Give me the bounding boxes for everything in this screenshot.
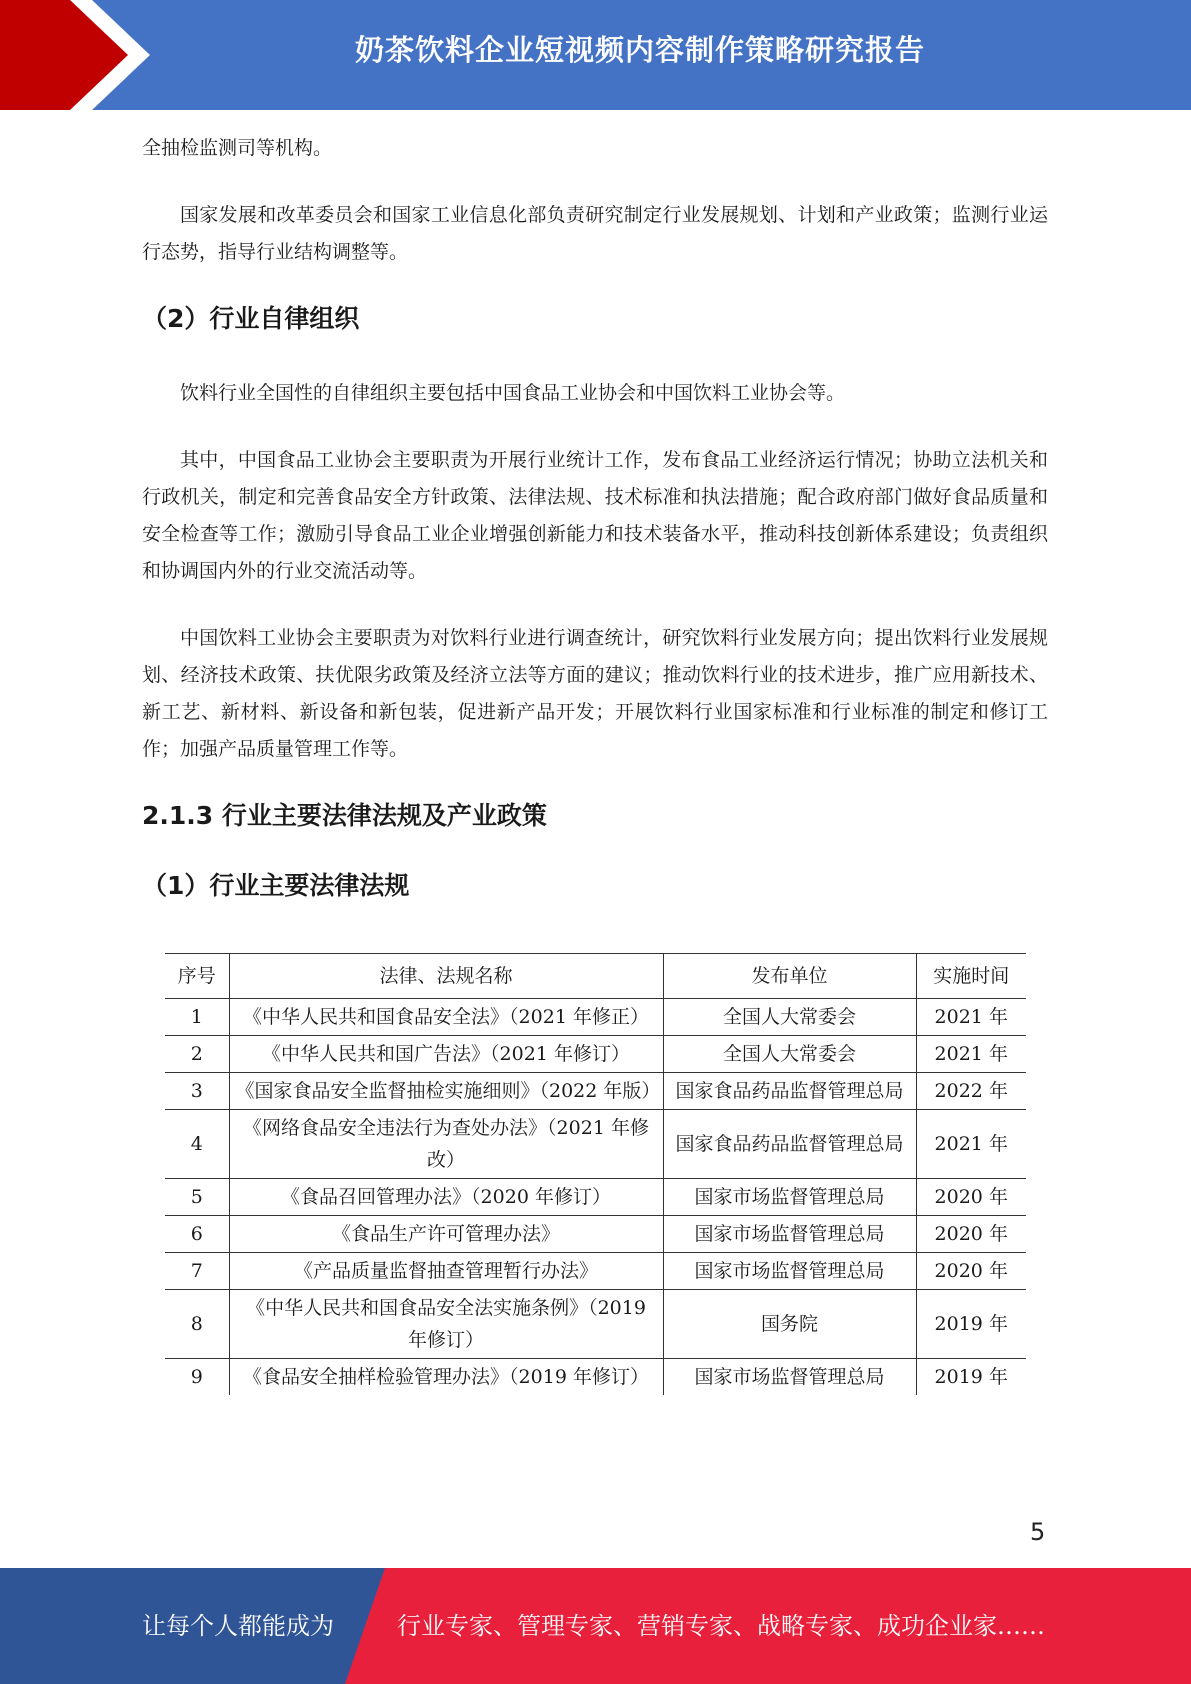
heading-main-laws: （1）行业主要法律法规 bbox=[142, 871, 410, 900]
header-cell-law-name: 法律、法规名称 bbox=[229, 954, 663, 999]
cell-effective-date: 2020 年 bbox=[916, 1179, 1026, 1216]
cell-index: 2 bbox=[165, 1036, 229, 1073]
cell-issuer: 全国人大常委会 bbox=[663, 999, 916, 1036]
cell-index: 7 bbox=[165, 1253, 229, 1290]
paragraph-2: 国家发展和改革委员会和国家工业信息化部负责研究制定行业发展规划、计划和产业政策；监测行业运行态势，指导行业结构调整等。 bbox=[142, 204, 1048, 263]
section-heading-2-1-3: 2.1.3 行业主要法律法规及产业政策 bbox=[142, 801, 547, 830]
cell-law-name: 《食品生产许可管理办法》 bbox=[229, 1216, 663, 1253]
table-row bbox=[165, 1073, 1026, 1110]
paragraph-5: 中国饮料工业协会主要职责为对饮料行业进行调查统计，研究饮料行业发展方向；提出饮料行业发展规划、经济技术政策、扶优限劣政策及经济立法等方面的建议；推动饮料行业的技术进步，推广应用新技术、新工艺、新材料、新设备和新包装，促进新产品开发；开展饮料行业国家标准和行业标准的制定和修订工作；加强产品质量管理工作等。 bbox=[142, 627, 1048, 760]
laws-table bbox=[165, 953, 1026, 1395]
cell-issuer: 国家市场监督管理总局 bbox=[663, 1359, 916, 1396]
header-cell-issuer: 发布单位 bbox=[663, 954, 916, 999]
header-title: 奶茶饮料企业短视频内容制作策略研究报告 bbox=[354, 33, 925, 67]
cell-issuer: 国务院 bbox=[663, 1290, 916, 1359]
cell-index: 4 bbox=[165, 1110, 229, 1179]
cell-effective-date: 2019 年 bbox=[916, 1359, 1026, 1396]
cell-effective-date: 2021 年 bbox=[916, 999, 1026, 1036]
document-body bbox=[142, 130, 1048, 906]
table-row bbox=[165, 1290, 1026, 1359]
footer-slogan-right: 行业专家、管理专家、营销专家、战略专家、成功企业家…… bbox=[397, 1612, 1045, 1640]
cell-index: 5 bbox=[165, 1179, 229, 1216]
page-number: 5 bbox=[1030, 1518, 1046, 1546]
cell-index: 6 bbox=[165, 1216, 229, 1253]
cell-law-name: 《食品召回管理办法》（2020 年修订） bbox=[229, 1179, 663, 1216]
cell-index: 9 bbox=[190, 1366, 203, 1388]
cell-effective-date: 2021 年 bbox=[916, 1036, 1026, 1073]
cell-issuer: 国家食品药品监督管理总局 bbox=[663, 1073, 916, 1110]
paragraph-4: 其中，中国食品工业协会主要职责为开展行业统计工作，发布食品工业经济运行情况；协助立法机关和行政机关，制定和完善食品安全方针政策、法律法规、技术标准和执法措施；配合政府部门做好食品质量和安全检查等工作；激励引导食品工业企业增强创新能力和技术装备水平，推动科技创新体系建设；负责组织和协调国内外的行业交流活动等。 bbox=[142, 449, 1048, 582]
cell-effective-date: 2022 年 bbox=[916, 1073, 1026, 1110]
table-row bbox=[165, 999, 1026, 1036]
cell-effective-date: 2020 年 bbox=[916, 1253, 1026, 1290]
table-row bbox=[165, 1359, 1026, 1396]
table-row bbox=[165, 1110, 1026, 1179]
cell-issuer: 国家市场监督管理总局 bbox=[663, 1253, 916, 1290]
table-row bbox=[165, 1253, 1026, 1290]
table-row bbox=[165, 1216, 1026, 1253]
cell-law-name: 《国家食品安全监督抽检实施细则》（2022 年版） bbox=[229, 1073, 663, 1110]
cell-issuer: 国家食品药品监督管理总局 bbox=[663, 1110, 916, 1179]
table-header-row bbox=[165, 954, 1026, 999]
cell-effective-date: 2019 年 bbox=[916, 1290, 1026, 1359]
header-cell-effective-date: 实施时间 bbox=[916, 954, 1026, 999]
cell-index: 3 bbox=[165, 1073, 229, 1110]
cell-index: 8 bbox=[165, 1290, 229, 1359]
cell-issuer: 国家市场监督管理总局 bbox=[663, 1216, 916, 1253]
page-footer bbox=[0, 1568, 1191, 1684]
cell-issuer: 全国人大常委会 bbox=[663, 1036, 916, 1073]
cell-issuer: 国家市场监督管理总局 bbox=[663, 1179, 916, 1216]
table-row bbox=[165, 1036, 1026, 1073]
page-header bbox=[0, 0, 1191, 110]
footer-slogan-left: 让每个人都能成为 bbox=[142, 1612, 334, 1640]
heading-self-regulatory-orgs: （2）行业自律组织 bbox=[142, 304, 360, 333]
cell-effective-date: 2020 年 bbox=[916, 1216, 1026, 1253]
cell-index: 1 bbox=[165, 999, 229, 1036]
cell-law-name: 《产品质量监督抽查管理暂行办法》 bbox=[229, 1253, 663, 1290]
cell-law-name: 《网络食品安全违法行为查处办法》（2021 年修改） bbox=[229, 1110, 663, 1179]
header-cell-index: 序号 bbox=[165, 954, 229, 999]
cell-law-name: 《食品安全抽样检验管理办法》（2019 年修订） bbox=[229, 1359, 663, 1396]
cell-effective-date: 2021 年 bbox=[916, 1110, 1026, 1179]
cell-law-name: 《中华人民共和国食品安全法》（2021 年修正） bbox=[229, 999, 663, 1036]
paragraph-3: 饮料行业全国性的自律组织主要包括中国食品工业协会和中国饮料工业协会等。 bbox=[180, 382, 846, 404]
cell-law-name: 《中华人民共和国广告法》（2021 年修订） bbox=[229, 1036, 663, 1073]
table-row bbox=[165, 1179, 1026, 1216]
cell-law-name: 《中华人民共和国食品安全法实施条例》（2019 年修订） bbox=[229, 1290, 663, 1359]
paragraph-1: 全抽检监测司等机构。 bbox=[142, 137, 333, 159]
